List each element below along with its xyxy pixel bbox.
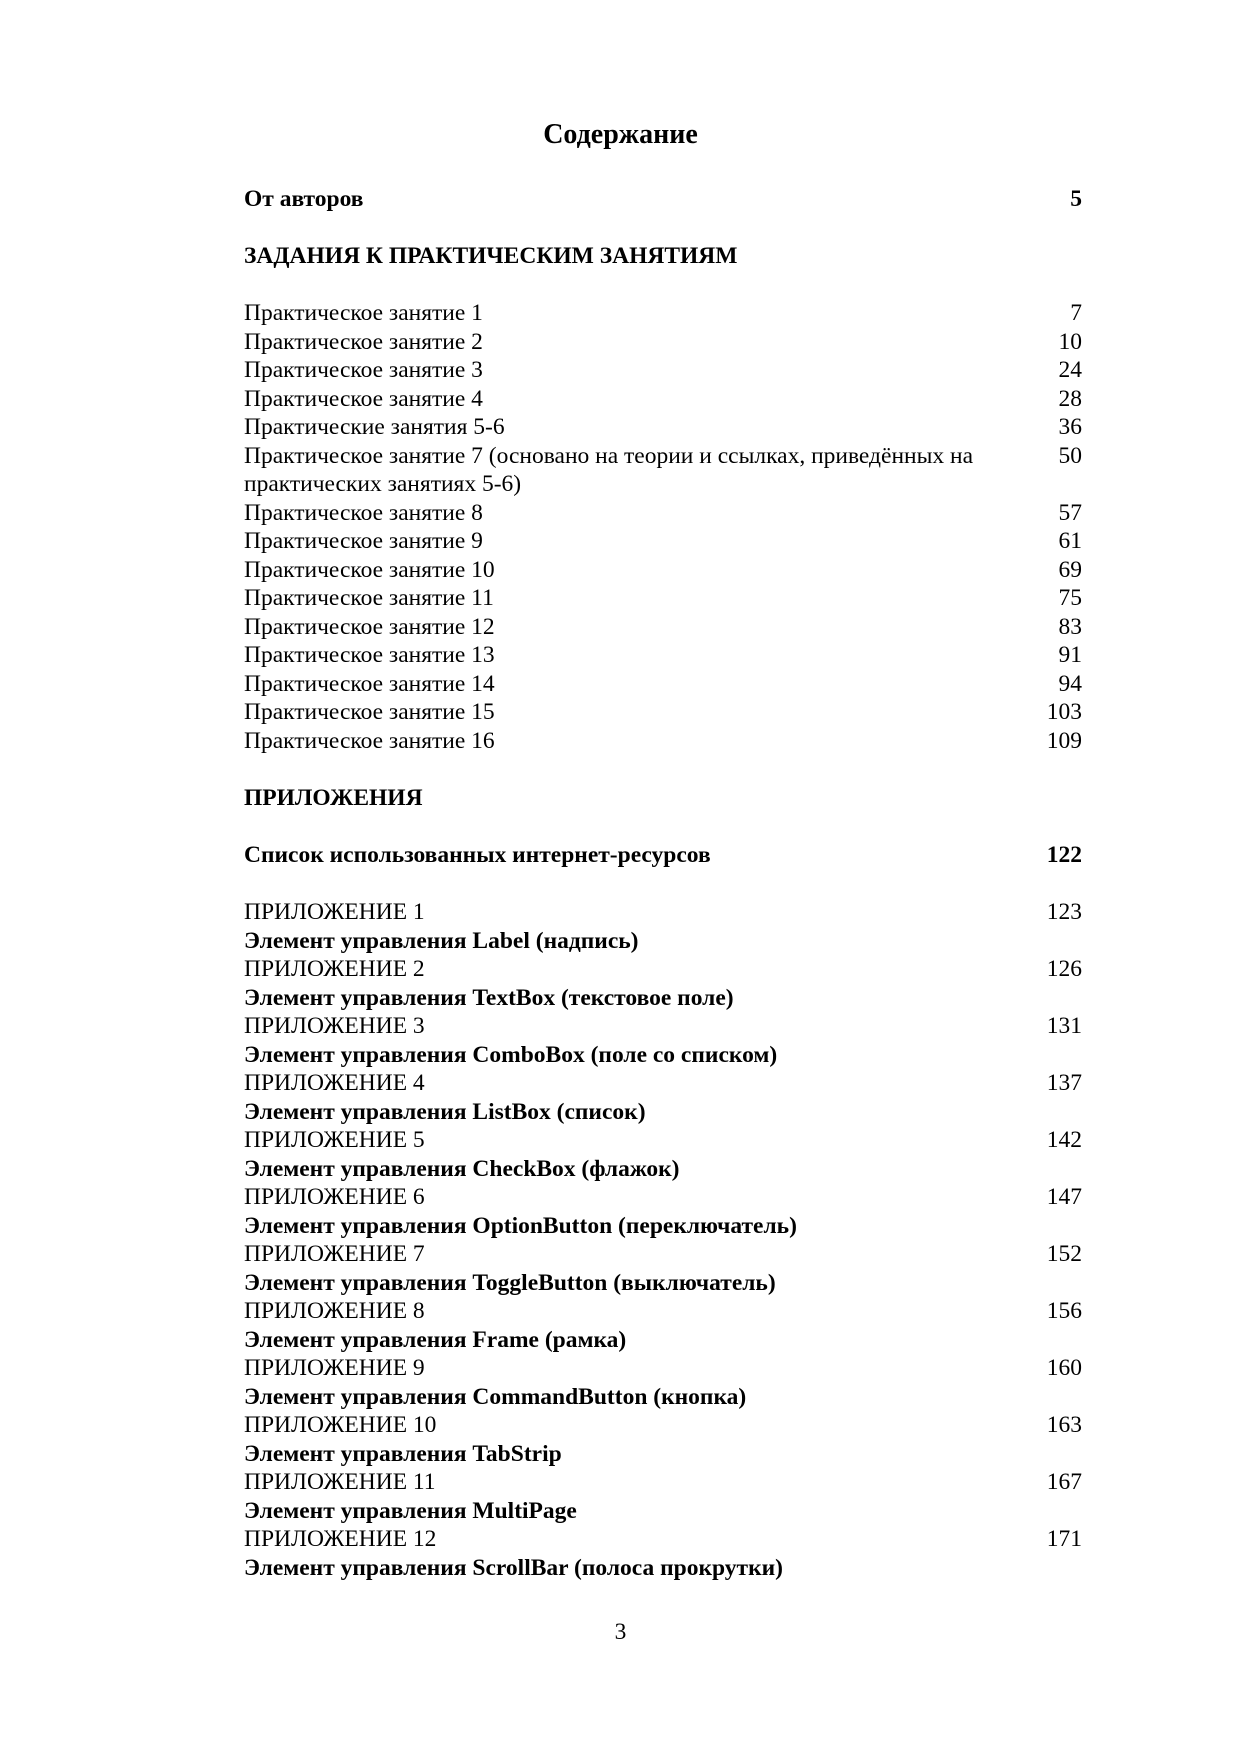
toc-entry-appendix-4[interactable] <box>244 1069 1082 1098</box>
toc-entry-appendix-9[interactable] <box>244 1354 1082 1383</box>
toc-entry-page: 160 <box>1046 1355 1082 1381</box>
toc-entry-label: Практическое занятие 2 <box>244 328 483 355</box>
toc-entry-lesson-5-6[interactable] <box>244 413 1082 442</box>
toc-entry-page: 122 <box>1046 842 1082 868</box>
toc-entry-subtitle: Элемент управления MultiPage <box>244 1497 577 1524</box>
toc-entry-page: 163 <box>1046 1412 1082 1438</box>
toc-entry-label: Практические занятия 5-6 <box>244 414 505 440</box>
toc-entry-label: Практическое занятие 1 <box>244 300 483 326</box>
toc-entry-lesson-2[interactable] <box>244 328 1082 357</box>
toc-entry-label: Практическое занятие 11 <box>244 585 494 611</box>
toc-entry-subtitle: Элемент управления CheckBox (флажок) <box>244 1155 680 1182</box>
toc-entry-page: 103 <box>1046 699 1082 725</box>
toc-entry-subtitle: Элемент управления CommandButton (кнопка) <box>244 1383 747 1410</box>
toc-entry-label: Практическое занятие 4 <box>244 385 483 412</box>
toc-entry-page: 147 <box>1046 1184 1082 1210</box>
toc-entry-page: 7 <box>1070 300 1082 326</box>
toc-entry-label: ПРИЛОЖЕНИЕ 7 <box>244 1241 425 1267</box>
toc-entry-page: 131 <box>1046 1013 1082 1039</box>
toc-entry-label: Практическое занятие 14 <box>244 670 495 697</box>
toc-entry-page: 137 <box>1046 1070 1082 1096</box>
toc-entry-subtitle: Элемент управления TabStrip <box>244 1440 562 1467</box>
toc-entry-page: 50 <box>1058 442 1082 469</box>
toc-entry-subtitle: Элемент управления Frame (рамка) <box>244 1326 627 1353</box>
toc-entry-label: Практическое занятие 8 <box>244 499 483 526</box>
section-heading-label: ЗАДАНИЯ К ПРАКТИЧЕСКИМ ЗАНЯТИЯМ <box>244 243 738 269</box>
toc-entry-lesson-11[interactable] <box>244 584 1082 613</box>
section-heading-appendices <box>244 784 1082 813</box>
toc-entry-label: Практическое занятие 13 <box>244 642 495 668</box>
toc-entry-label: Практическое занятие 7 (основано на теории и ссылках, приведённых на практических занятиях 5-6) <box>244 442 974 497</box>
toc-entry-page: 91 <box>1058 642 1082 668</box>
toc-entry-appendix-12[interactable] <box>244 1525 1082 1554</box>
toc-entry-label: ПРИЛОЖЕНИЕ 2 <box>244 956 425 982</box>
toc-entry-label: Практическое занятие 9 <box>244 528 483 554</box>
toc-entry-label: Практическое занятие 3 <box>244 357 483 383</box>
section-heading-tasks <box>244 242 1082 271</box>
toc-entry-subtitle: Элемент управления ListBox (список) <box>244 1098 646 1125</box>
toc-entry-page: 167 <box>1046 1469 1082 1495</box>
toc-entry-subtitle: Элемент управления ComboBox (поле со списком) <box>244 1041 778 1068</box>
toc-entry-page: 61 <box>1058 528 1082 554</box>
toc-entry-page: 69 <box>1058 556 1082 583</box>
toc-entry-page: 142 <box>1046 1127 1082 1153</box>
toc-entry-lesson-15[interactable] <box>244 698 1082 727</box>
toc-entry-page: 94 <box>1058 670 1082 697</box>
toc-entry-appendix-1[interactable] <box>244 898 1082 927</box>
toc-entry-page: 171 <box>1046 1526 1082 1552</box>
toc-entry-appendix-5[interactable] <box>244 1126 1082 1155</box>
toc-entry-page: 83 <box>1058 613 1082 640</box>
toc-entry-lesson-14[interactable] <box>244 670 1082 699</box>
toc-entry-appendix-10[interactable] <box>244 1411 1082 1440</box>
toc-entry-subtitle: Элемент управления TextBox (текстовое поле) <box>244 984 734 1011</box>
toc-entry-label: ПРИЛОЖЕНИЕ 5 <box>244 1127 425 1153</box>
toc-entry-label: ПРИЛОЖЕНИЕ 11 <box>244 1469 436 1495</box>
toc-entry-lesson-12[interactable] <box>244 613 1082 642</box>
toc-entry-subtitle: Элемент управления Label (надпись) <box>244 927 639 954</box>
toc-entry-resources[interactable] <box>244 841 1082 870</box>
toc-entry-lesson-3[interactable] <box>244 356 1082 385</box>
toc-entry-subtitle: Элемент управления OptionButton (переключатель) <box>244 1212 797 1239</box>
toc-entry-label: ПРИЛОЖЕНИЕ 12 <box>244 1526 437 1552</box>
section-heading-label: ПРИЛОЖЕНИЯ <box>244 785 423 811</box>
toc-entry-lesson-8[interactable] <box>244 499 1082 528</box>
toc-entry-lesson-10[interactable] <box>244 556 1082 585</box>
toc-entry-page: 57 <box>1058 499 1082 526</box>
toc-entry-page: 123 <box>1046 899 1082 925</box>
toc-entry-appendix-7[interactable] <box>244 1240 1082 1269</box>
toc-entry-label: Список использованных интернет-ресурсов <box>244 842 711 868</box>
toc-entry-page: 24 <box>1058 357 1082 383</box>
toc-entry-lesson-1[interactable] <box>244 299 1082 328</box>
toc-entry-label: ПРИЛОЖЕНИЕ 9 <box>244 1355 425 1381</box>
toc-entry-page: 156 <box>1046 1298 1082 1324</box>
toc-entry-appendix-6[interactable] <box>244 1183 1082 1212</box>
toc-entry-label: ПРИЛОЖЕНИЕ 10 <box>244 1412 437 1438</box>
toc-entry-label: Практическое занятие 12 <box>244 613 495 640</box>
toc-entry-appendix-11[interactable] <box>244 1468 1082 1497</box>
toc-entry-appendix-8[interactable] <box>244 1297 1082 1326</box>
toc-entry-label: Практическое занятие 16 <box>244 727 495 754</box>
toc-entry-label: Практическое занятие 15 <box>244 699 495 725</box>
toc-entry-from-authors[interactable] <box>244 185 1082 214</box>
toc-entry-lesson-4[interactable] <box>244 385 1082 414</box>
toc-entry-label: ПРИЛОЖЕНИЕ 3 <box>244 1013 425 1039</box>
toc-entry-subtitle: Элемент управления ScrollBar (полоса прокрутки) <box>244 1554 783 1581</box>
toc-entry-page: 152 <box>1046 1241 1082 1267</box>
toc-entry-label: ПРИЛОЖЕНИЕ 6 <box>244 1184 425 1210</box>
toc-entry-lesson-16[interactable] <box>244 727 1082 756</box>
toc-entry-page: 126 <box>1046 956 1082 982</box>
toc-entry-subtitle: Элемент управления ToggleButton (выключатель) <box>244 1269 776 1296</box>
toc-entry-page: 109 <box>1046 727 1082 754</box>
toc-entry-label: ПРИЛОЖЕНИЕ 4 <box>244 1070 425 1096</box>
toc-entry-lesson-9[interactable] <box>244 527 1082 556</box>
toc-entry-appendix-3[interactable] <box>244 1012 1082 1041</box>
toc-entry-page: 5 <box>1070 186 1082 212</box>
toc-entry-appendix-2[interactable] <box>244 955 1082 984</box>
toc-entry-label: Практическое занятие 10 <box>244 556 495 583</box>
page-title: Содержание <box>543 119 698 150</box>
toc-entry-page: 75 <box>1058 585 1082 611</box>
toc-entry-lesson-13[interactable] <box>244 641 1082 670</box>
toc-entry-label: ПРИЛОЖЕНИЕ 8 <box>244 1298 425 1324</box>
toc-entry-page: 10 <box>1058 328 1082 355</box>
toc-entry-lesson-7[interactable] <box>244 442 1082 499</box>
page-number: 3 <box>614 1619 627 1645</box>
toc-entry-page: 28 <box>1058 385 1082 412</box>
toc-entry-page: 36 <box>1058 414 1082 440</box>
toc-entry-label: ПРИЛОЖЕНИЕ 1 <box>244 899 425 925</box>
toc-entry-label: От авторов <box>244 186 364 212</box>
